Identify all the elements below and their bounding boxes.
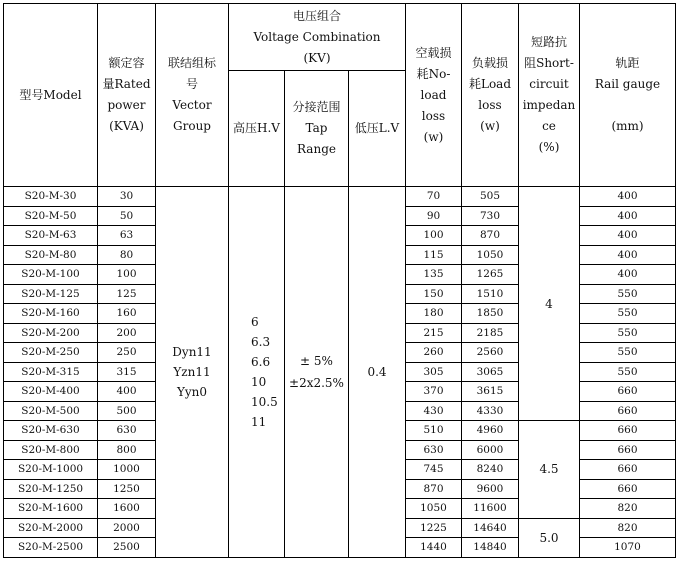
load-loss-cell: 2185 bbox=[462, 323, 519, 343]
model-cell: S20-M-63 bbox=[4, 226, 98, 246]
header-short-circuit-impedance: 短路抗 阻Short- circuit impedan ce (%) bbox=[519, 4, 580, 187]
no-load-loss-cell: 135 bbox=[406, 265, 462, 285]
header-tap-range: 分接范围 Tap Range bbox=[285, 71, 349, 187]
model-cell: S20-M-160 bbox=[4, 304, 98, 324]
model-cell: S20-M-630 bbox=[4, 421, 98, 441]
rail-gauge-cell: 400 bbox=[580, 206, 676, 226]
header-voltage-combination: 电压组合 Voltage Combination (KV) bbox=[229, 4, 406, 71]
rail-gauge-cell: 550 bbox=[580, 284, 676, 304]
no-load-loss-cell: 100 bbox=[406, 226, 462, 246]
rated-power-cell: 30 bbox=[98, 187, 156, 207]
load-loss-cell: 1510 bbox=[462, 284, 519, 304]
rated-power-cell: 80 bbox=[98, 245, 156, 265]
load-loss-cell: 14840 bbox=[462, 538, 519, 558]
no-load-loss-cell: 510 bbox=[406, 421, 462, 441]
no-load-loss-cell: 260 bbox=[406, 343, 462, 363]
model-cell: S20-M-315 bbox=[4, 362, 98, 382]
impedance-cell: 4.5 bbox=[519, 421, 580, 519]
rated-power-cell: 200 bbox=[98, 323, 156, 343]
load-loss-cell: 870 bbox=[462, 226, 519, 246]
load-loss-cell: 1850 bbox=[462, 304, 519, 324]
model-cell: S20-M-30 bbox=[4, 187, 98, 207]
rail-gauge-cell: 660 bbox=[580, 421, 676, 441]
load-loss-cell: 4960 bbox=[462, 421, 519, 441]
rated-power-cell: 160 bbox=[98, 304, 156, 324]
table-row bbox=[4, 187, 676, 207]
rated-power-cell: 1000 bbox=[98, 460, 156, 480]
rated-power-cell: 250 bbox=[98, 343, 156, 363]
load-loss-cell: 505 bbox=[462, 187, 519, 207]
no-load-loss-cell: 70 bbox=[406, 187, 462, 207]
no-load-loss-cell: 1440 bbox=[406, 538, 462, 558]
rated-power-cell: 630 bbox=[98, 421, 156, 441]
header-load-loss: 负载损 耗Load loss (w) bbox=[462, 4, 519, 187]
rail-gauge-cell: 660 bbox=[580, 440, 676, 460]
load-loss-cell: 14640 bbox=[462, 518, 519, 538]
load-loss-cell: 1265 bbox=[462, 265, 519, 285]
model-cell: S20-M-2500 bbox=[4, 538, 98, 558]
no-load-loss-cell: 90 bbox=[406, 206, 462, 226]
load-loss-cell: 8240 bbox=[462, 460, 519, 480]
no-load-loss-cell: 215 bbox=[406, 323, 462, 343]
table-body bbox=[4, 187, 676, 558]
model-cell: S20-M-800 bbox=[4, 440, 98, 460]
rated-power-cell: 2500 bbox=[98, 538, 156, 558]
model-cell: S20-M-125 bbox=[4, 284, 98, 304]
rail-gauge-cell: 400 bbox=[580, 245, 676, 265]
header-vector-group: 联结组标 号 Vector Group bbox=[156, 4, 229, 187]
no-load-loss-cell: 430 bbox=[406, 401, 462, 421]
model-cell: S20-M-500 bbox=[4, 401, 98, 421]
rail-gauge-cell: 1070 bbox=[580, 538, 676, 558]
rail-gauge-cell: 400 bbox=[580, 265, 676, 285]
no-load-loss-cell: 870 bbox=[406, 479, 462, 499]
model-cell: S20-M-1600 bbox=[4, 499, 98, 519]
rated-power-cell: 400 bbox=[98, 382, 156, 402]
model-cell: S20-M-400 bbox=[4, 382, 98, 402]
rail-gauge-cell: 400 bbox=[580, 187, 676, 207]
model-cell: S20-M-100 bbox=[4, 265, 98, 285]
rail-gauge-cell: 660 bbox=[580, 382, 676, 402]
rail-gauge-cell: 660 bbox=[580, 401, 676, 421]
model-cell: S20-M-200 bbox=[4, 323, 98, 343]
rail-gauge-cell: 550 bbox=[580, 304, 676, 324]
impedance-cell: 4 bbox=[519, 187, 580, 421]
header-no-load-loss: 空载损 耗No- load loss (w) bbox=[406, 4, 462, 187]
rail-gauge-cell: 400 bbox=[580, 226, 676, 246]
no-load-loss-cell: 115 bbox=[406, 245, 462, 265]
lv-cell: 0.4 bbox=[349, 187, 406, 558]
load-loss-cell: 730 bbox=[462, 206, 519, 226]
no-load-loss-cell: 180 bbox=[406, 304, 462, 324]
rated-power-cell: 1600 bbox=[98, 499, 156, 519]
rail-gauge-cell: 550 bbox=[580, 362, 676, 382]
rated-power-cell: 63 bbox=[98, 226, 156, 246]
transformer-spec-table bbox=[3, 3, 676, 558]
rail-gauge-cell: 820 bbox=[580, 518, 676, 538]
rail-gauge-cell: 820 bbox=[580, 499, 676, 519]
load-loss-cell: 11600 bbox=[462, 499, 519, 519]
model-cell: S20-M-1250 bbox=[4, 479, 98, 499]
no-load-loss-cell: 370 bbox=[406, 382, 462, 402]
no-load-loss-cell: 745 bbox=[406, 460, 462, 480]
vector-group-cell: Dyn11 Yzn11 Yyn0 bbox=[156, 187, 229, 558]
tap-range-cell: ± 5% ±2x2.5% bbox=[285, 187, 349, 558]
impedance-cell: 5.0 bbox=[519, 518, 580, 557]
model-cell: S20-M-1000 bbox=[4, 460, 98, 480]
header-rated-power: 额定容 量Rated power (KVA) bbox=[98, 4, 156, 187]
rated-power-cell: 315 bbox=[98, 362, 156, 382]
load-loss-cell: 4330 bbox=[462, 401, 519, 421]
hv-cell: 6 6.3 6.6 10 10.5 11 bbox=[229, 187, 285, 558]
load-loss-cell: 9600 bbox=[462, 479, 519, 499]
rated-power-cell: 800 bbox=[98, 440, 156, 460]
rated-power-cell: 2000 bbox=[98, 518, 156, 538]
model-cell: S20-M-2000 bbox=[4, 518, 98, 538]
no-load-loss-cell: 1050 bbox=[406, 499, 462, 519]
rated-power-cell: 1250 bbox=[98, 479, 156, 499]
rail-gauge-cell: 550 bbox=[580, 343, 676, 363]
rated-power-cell: 50 bbox=[98, 206, 156, 226]
no-load-loss-cell: 150 bbox=[406, 284, 462, 304]
header-lv: 低压L.V bbox=[349, 71, 406, 187]
load-loss-cell: 6000 bbox=[462, 440, 519, 460]
header-model: 型号Model bbox=[4, 4, 98, 187]
header-hv: 高压H.V bbox=[229, 71, 285, 187]
no-load-loss-cell: 630 bbox=[406, 440, 462, 460]
rail-gauge-cell: 550 bbox=[580, 323, 676, 343]
rated-power-cell: 125 bbox=[98, 284, 156, 304]
load-loss-cell: 1050 bbox=[462, 245, 519, 265]
rated-power-cell: 100 bbox=[98, 265, 156, 285]
model-cell: S20-M-250 bbox=[4, 343, 98, 363]
model-cell: S20-M-80 bbox=[4, 245, 98, 265]
load-loss-cell: 3615 bbox=[462, 382, 519, 402]
load-loss-cell: 3065 bbox=[462, 362, 519, 382]
load-loss-cell: 2560 bbox=[462, 343, 519, 363]
header-rail-gauge: 轨距 Rail gauge (mm) bbox=[580, 4, 676, 187]
no-load-loss-cell: 1225 bbox=[406, 518, 462, 538]
model-cell: S20-M-50 bbox=[4, 206, 98, 226]
no-load-loss-cell: 305 bbox=[406, 362, 462, 382]
rail-gauge-cell: 660 bbox=[580, 460, 676, 480]
rail-gauge-cell: 660 bbox=[580, 479, 676, 499]
rated-power-cell: 500 bbox=[98, 401, 156, 421]
